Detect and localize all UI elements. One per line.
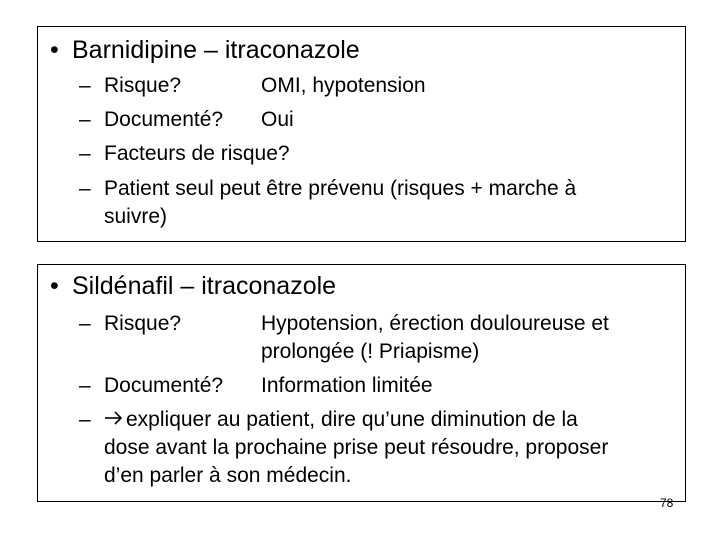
slide-number: 78	[660, 496, 674, 510]
bullet: •	[50, 36, 59, 64]
item-text-expliquer-line1: expliquer au patient, dire qu’une diminution de la	[126, 408, 578, 431]
dash: –	[79, 74, 91, 97]
item-text-expliquer-line3: d’en parler à son médecin.	[104, 464, 352, 487]
item-label-documente: Documenté?	[104, 108, 224, 131]
dash: –	[79, 408, 91, 431]
item-text-patient-line1: Patient seul peut être prévenu (risques + marche à	[104, 177, 577, 200]
item-label-risque: Risque?	[104, 312, 182, 335]
item-label-risque: Risque?	[104, 74, 182, 97]
right-arrow-icon	[104, 409, 126, 431]
item-value-documente: Oui	[261, 108, 294, 131]
dash: –	[79, 312, 91, 335]
dash: –	[79, 108, 91, 131]
section-title-sildenafil: Sildénafil – itraconazole	[72, 272, 337, 300]
right-arrow-icon-glyph	[104, 409, 124, 427]
section-title-barnidipine: Barnidipine – itraconazole	[72, 36, 360, 64]
item-value-documente: Information limitée	[261, 374, 433, 397]
bullet: •	[50, 272, 59, 300]
dash: –	[79, 177, 91, 200]
dash: –	[79, 142, 91, 165]
item-label-facteurs: Facteurs de risque?	[104, 142, 290, 165]
item-text-expliquer-line2: dose avant la prochaine prise peut résoudre, proposer	[104, 436, 609, 459]
item-value-risque: OMI, hypotension	[261, 74, 426, 97]
item-value-risque-line1: Hypotension, érection douloureuse et	[261, 312, 609, 335]
dash: –	[79, 374, 91, 397]
item-label-documente: Documenté?	[104, 374, 224, 397]
item-text-patient-line2: suivre)	[104, 205, 168, 228]
item-value-risque-line2: prolongée (! Priapisme)	[261, 340, 480, 363]
